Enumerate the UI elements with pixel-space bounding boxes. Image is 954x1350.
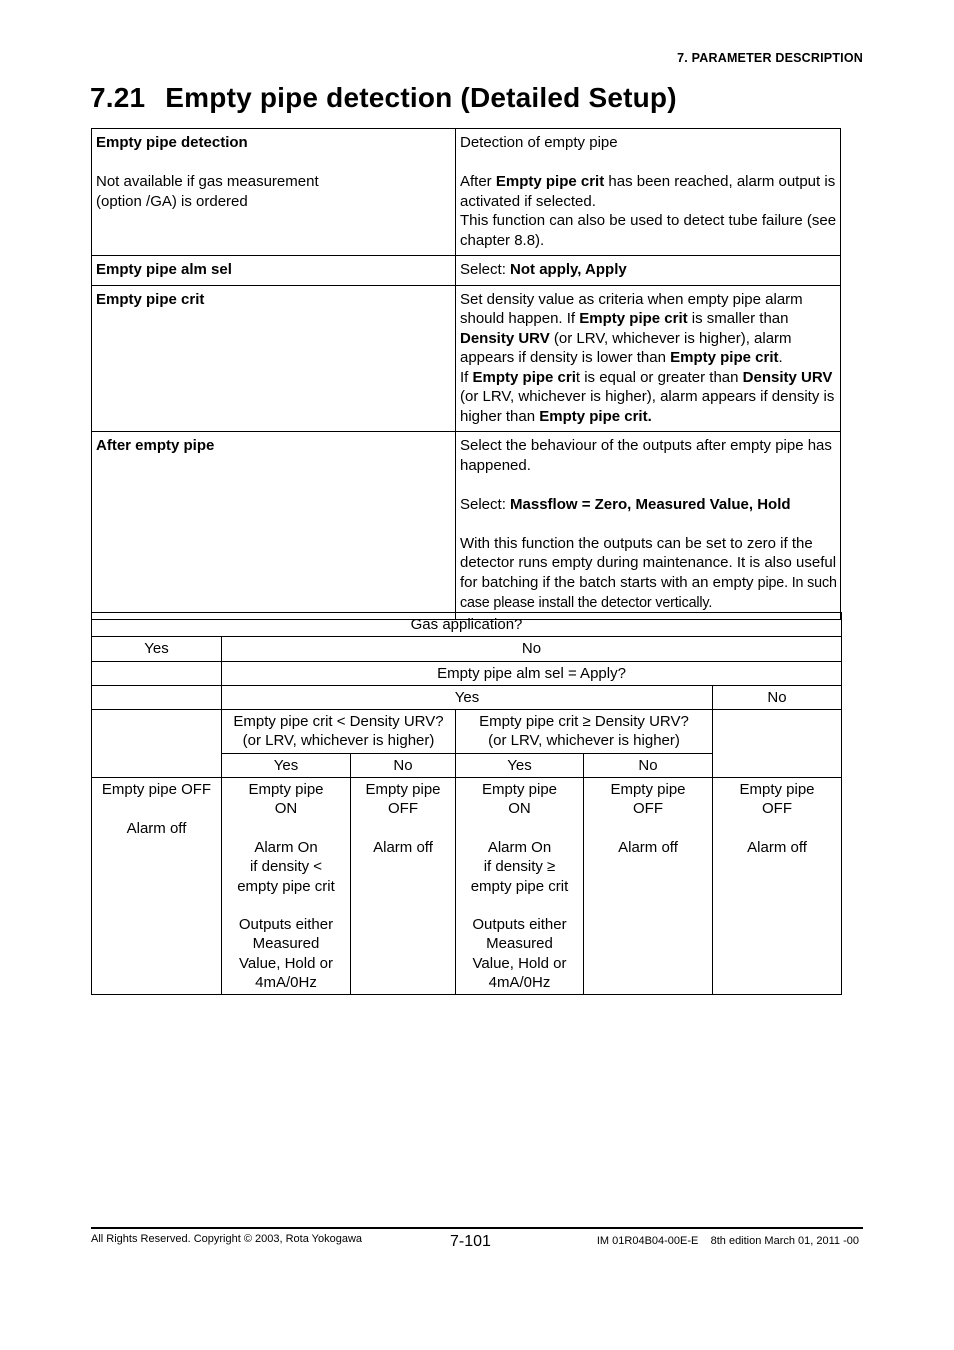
param-row-after-empty-pipe [92, 432, 841, 620]
empty-cell [92, 661, 222, 685]
decision-row-gas [92, 613, 842, 637]
crit-less-no-label: No [351, 753, 456, 777]
param-description: Detection of empty pipe After Empty pipe crit has been reached, alarm output is activated if selected. This function can also be used to detect tube failure (see chapter 8.8). [456, 129, 841, 256]
crit-less-yes-label: Yes [222, 753, 351, 777]
param-name: Empty pipe detection [96, 134, 248, 151]
alm-yes-label: Yes [222, 685, 713, 709]
result-crit-less-no: Empty pipe OFF Alarm off [351, 778, 456, 995]
page-number: 7-101 [450, 1233, 491, 1250]
param-name: After empty pipe [92, 432, 456, 620]
footer-copyright: All Rights Reserved. Copyright © 2003, Rota Yokogawa [91, 1233, 363, 1245]
footer-document-id: IM 01R04B04-00E-E 8th edition March 01, 2011 -00 [596, 1235, 859, 1247]
empty-cell [92, 685, 222, 709]
crit-less-question: Empty pipe crit < Density URV? (or LRV, whichever is higher) [222, 710, 456, 754]
section-title: Empty pipe detection (Detailed Setup) [165, 82, 677, 113]
crit-greater-equal-question: Empty pipe crit ≥ Density URV? (or LRV, whichever is higher) [456, 710, 713, 754]
param-description: Set density value as criteria when empty pipe alarm should happen. If Empty pipe crit is smaller than Density URV (or LRV, whichever is higher), alarm appears if density is lower than Empty pipe crit. If Empty pipe crit is equal or greater than Density URV (or LRV, whichever is higher), alarm appears if density is higher than Empty pipe crit. [456, 285, 841, 432]
parameter-table [91, 128, 841, 620]
param-description: Select: Not apply, Apply [456, 256, 841, 286]
result-crit-less-yes: Empty pipe ON Alarm On if density < empty pipe crit Outputs either Measured Value, Hold or 4mA/0Hz [222, 778, 351, 995]
param-name: Empty pipe alm sel [92, 256, 456, 286]
result-crit-ge-yes: Empty pipe ON Alarm On if density ≥ empty pipe crit Outputs either Measured Value, Hold or 4mA/0Hz [456, 778, 584, 995]
param-description: Select the behaviour of the outputs after empty pipe has happened. Select: Massflow = Zero, Measured Value, Hold With this function the outputs can be set to zero if the detector runs empty during maintenance. It is also useful for batching if the batch starts with an empty pipe. In such case please install the detector vertically. [456, 432, 841, 620]
decision-row-results [92, 778, 842, 995]
section-number: 7.21 [90, 82, 146, 113]
gas-no-label: No [222, 637, 842, 661]
crit-ge-no-label: No [584, 753, 713, 777]
empty-cell [713, 710, 842, 778]
param-row-empty-pipe-crit [92, 285, 841, 432]
decision-row-crit [92, 710, 842, 754]
page-title [90, 82, 677, 114]
gas-application-question: Gas application? [92, 613, 842, 637]
param-row-empty-pipe-detection [92, 129, 841, 256]
alm-sel-question: Empty pipe alm sel = Apply? [222, 661, 842, 685]
param-name-cell [92, 129, 456, 256]
footer-divider [91, 1227, 863, 1229]
gas-yes-label: Yes [92, 637, 222, 661]
param-note: Not available if gas measurement (option /GA) is ordered [96, 173, 319, 210]
param-name: Empty pipe crit [92, 285, 456, 432]
result-crit-ge-no: Empty pipe OFF Alarm off [584, 778, 713, 995]
param-row-empty-pipe-alm-sel [92, 256, 841, 286]
result-alm-no: Empty pipe OFF Alarm off [713, 778, 842, 995]
running-header: 7. PARAMETER DESCRIPTION [677, 51, 863, 65]
empty-cell [92, 710, 222, 778]
decision-row-gas-answer [92, 637, 842, 661]
crit-ge-yes-label: Yes [456, 753, 584, 777]
result-gas-yes: Empty pipe OFF Alarm off [92, 778, 222, 995]
decision-row-alm-answer [92, 685, 842, 709]
decision-row-alm [92, 661, 842, 685]
alm-no-label: No [713, 685, 842, 709]
decision-table [91, 612, 842, 995]
